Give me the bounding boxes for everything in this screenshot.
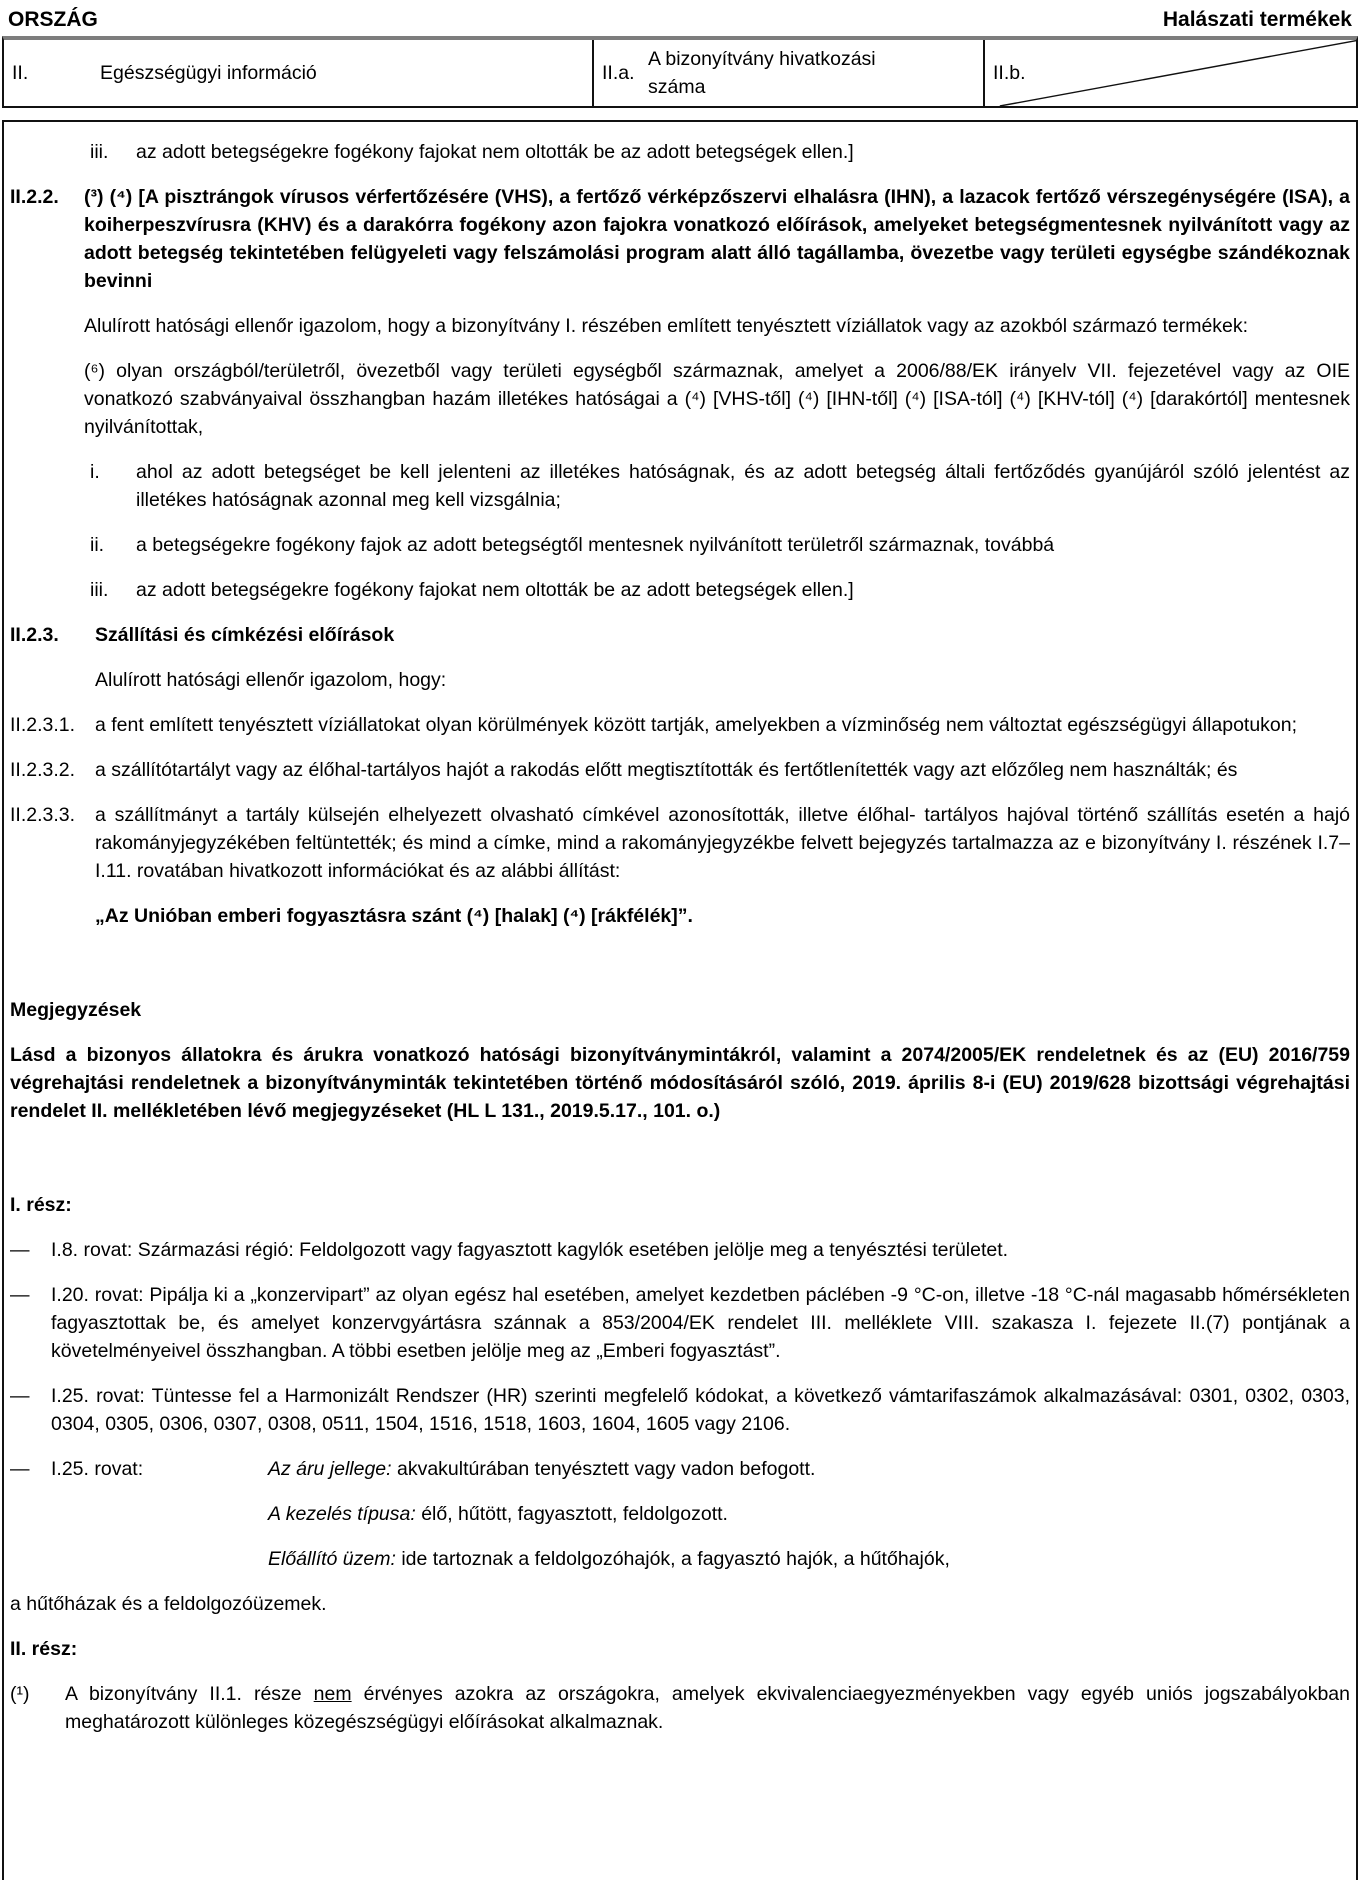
union-statement: „Az Unióban emberi fogyasztásra szánt (⁴) [halak] (⁴) [rákfélék]”.: [95, 905, 693, 927]
note-item-I25-details: [10, 1455, 1350, 1483]
footnote-text-pre: A bizonyítvány II.1. része: [65, 1683, 314, 1705]
condition-item-i: [90, 458, 1350, 514]
dash-bullet: —: [10, 1458, 30, 1480]
note-item-I25-codes: [10, 1382, 1350, 1438]
item-text: ahol az adott betegséget be kell jelenteni az illetékes hatóságnak, és az adott betegség általi fertőződés gyanújáról szóló jelentést az illetékes hatóságnak azonnal meg kell vizsgálnia;: [136, 461, 1350, 511]
note-item-I20: [10, 1281, 1350, 1365]
section-iib-number: II.b.: [993, 62, 1026, 84]
section-ii-number: II.: [12, 62, 29, 84]
cell-iib: [985, 40, 1356, 106]
item-text: az adott betegségekre fogékony fajokat nem oltották be az adott betegségek ellen.]: [136, 141, 854, 163]
item-number: ii.: [90, 534, 105, 556]
detail-rest: akvakultúrában tenyésztett vagy vadon befogott.: [391, 1458, 816, 1480]
notes-heading: Megjegyzések: [10, 999, 142, 1021]
country-label: ORSZÁG: [8, 8, 98, 31]
detail-lead: Előállító üzem:: [268, 1548, 396, 1570]
i25-continuation-line: a hűtőházak és a feldolgozóüzemek.: [10, 1593, 327, 1615]
section-number: II.2.3.1.: [10, 714, 76, 736]
inspector-declaration-intro: Alulírott hatósági ellenőr igazolom, hogy a bizonyítvány I. részében említett tenyésztett víziállatok vagy az azokból származó termékek:: [84, 315, 1249, 337]
section-II-2-2: [10, 183, 1350, 295]
section-number: II.2.3.3.: [10, 804, 76, 826]
condition-item-iii: [90, 576, 1350, 604]
item-number: iii.: [90, 141, 109, 163]
diagonal-strikethrough-line: [985, 40, 1356, 106]
item-number: iii.: [90, 579, 109, 601]
detail-lead: Az áru jellege:: [268, 1458, 392, 1480]
footnote-underlined-word: nem: [313, 1683, 352, 1705]
rovat-label: I.25. rovat:: [51, 1458, 144, 1480]
note-text: I.8. rovat: Származási régió: Feldolgozott vagy fagyasztott kagylók esetében jelölje meg a tenyésztési területet.: [51, 1239, 1009, 1261]
cell-certificate-reference: [594, 40, 985, 106]
item-number: i.: [90, 461, 100, 483]
section-number: II.2.2.: [10, 186, 59, 208]
section-II-2-3-3: [10, 801, 1350, 885]
certificate-reference-label: A bizonyítvány hivatkozási száma: [648, 48, 876, 98]
detail-lead: A kezelés típusa:: [268, 1503, 416, 1525]
dash-bullet: —: [10, 1239, 30, 1261]
section-number: II.2.3.: [10, 624, 59, 646]
part-I-heading: I. rész:: [10, 1194, 72, 1216]
item-text: a betegségekre fogékony fajok az adott betegségtől mentesnek nyilvánított területről származnak, továbbá: [136, 534, 1055, 556]
section-text: (³) (⁴) [A pisztrángok vírusos vérfertőzésére (VHS), a fertőző vérképzőszervi elhalásra (IHN), a lazacok fertőző vérszegénységére (ISA), a koiherpeszvírusra (KHV) és a darakórra fogékony azon fajokra vonatkozó előírások, amelyeket betegségmentesnek nyilvánított vagy az adott betegség tekintetében felügyeleti vagy felszámolási program alatt álló tagállamba, övezetbe vagy területi egységbe szándékoznak bevinni: [84, 186, 1350, 292]
note-text: I.25. rovat: Tüntesse fel a Harmonizált Rendszer (HR) szerinti megfelelő kódokat, a következő vámtarifaszámok alkalmazásával: 0301, 0302, 0303, 0304, 0305, 0306, 0307, 0308, 0511, 1504, 1516, 1518, 1603, 1604, 1605 vagy 2106.: [51, 1385, 1350, 1435]
transport-declaration-intro: Alulírott hatósági ellenőr igazolom, hogy:: [95, 669, 447, 691]
info-table: [2, 36, 1358, 108]
section-number: II.2.3.2.: [10, 759, 76, 781]
notes-intro: Lásd a bizonyos állatokra és árukra vonatkozó hatósági bizonyítványmintákról, valamint a 2074/2005/EK rendeletnek és az (EU) 2016/759 végrehajtási rendeletnek a bizonyítványminták tekintetében történő módosításáról szóló, 2019. április 8-i (EU) 2019/628 bizottsági végrehajtási rendelet II. mellékletében lévő megjegyzéseket (HL L 131., 2019.5.17., 101. o.): [10, 1044, 1350, 1122]
section-text: a szállítmányt a tartály külsején elhelyezett olvasható címkével azonosították, illetve élőhal- tartályos hajóval történő szállítás esetén a hajó rakományjegyzékében feltüntették; és mind a címke, mind a rakományjegyzékbe felvett bejegyzés tartalmazza az e bizonyítvány I. részének I.7–I.11. rovatában hivatkozott információkat és az alábbi állítást:: [95, 804, 1350, 882]
detail-treatment-type: [268, 1500, 1350, 1528]
product-type-label: Halászati termékek: [1162, 8, 1352, 31]
certificate-body: [2, 120, 1358, 1880]
dash-bullet: —: [10, 1284, 30, 1306]
item-text: az adott betegségekre fogékony fajokat nem oltották be az adott betegségek ellen.]: [136, 579, 854, 601]
section-II-2-3-heading: [10, 621, 1350, 649]
section-title: Szállítási és címkézési előírások: [95, 624, 395, 646]
footnote-text-post: érvényes azokra az országokra, amelyek ekvivalenciaegyezményekben vagy egyéb uniós jogszabályokban meghatározott különleges közegészségügyi előírásokat alkalmaznak.: [65, 1683, 1350, 1733]
section-text: a szállítótartályt vagy az élőhal-tartályos hajót a rakodás előtt megtisztították és fertőtlenítették vagy azt előzőleg nem használták; és: [95, 759, 1238, 781]
detail-manufacturing-plant: [268, 1545, 1350, 1573]
footnote-number: (¹): [10, 1683, 30, 1705]
dash-bullet: —: [10, 1385, 30, 1407]
section-II-2-3-2: [10, 756, 1350, 784]
footnote-text: [65, 1680, 1350, 1736]
detail-rest: ide tartoznak a feldolgozóhajók, a fagyasztó hajók, a hűtőhajók,: [395, 1548, 950, 1570]
section-iia-number: II.a.: [602, 62, 635, 84]
health-information-label: Egészségügyi információ: [100, 62, 317, 84]
detail-rest: élő, hűtött, fagyasztott, feldolgozott.: [415, 1503, 728, 1525]
origin-statement: (⁶) olyan országból/területről, övezetből vagy területi egységből származnak, amelyet a 2006/88/EK irányelv VII. fejezetével vagy az OIE vonatkozó szabványaival összhangban hazám illetékes hatóságai a (⁴) [VHS-től] (⁴) [IHN-től] (⁴) [ISA-tól] (⁴) [KHV-tól] (⁴) [darakórtól] mentesnek nyilvánítottak,: [84, 360, 1350, 438]
vaccination-item-top: [90, 138, 1350, 166]
condition-item-ii: [90, 531, 1350, 559]
page-header: [2, 6, 1358, 32]
note-text: I.20. rovat: Pipálja ki a „konzervipart” az olyan egész hal esetében, amelyet kezdetben páclében -9 °C-on, illetve -18 °C-nál magasabb hőmérsékleten fagyasztottak be, és amelyet konzervgyártásra szánnak a 853/2004/EK rendelet III. melléklete VIII. szakasza I. fejezete II.(7) pontjának a követelményeivel összhangban. A többi esetben jelölje meg az „Emberi fogyasztást”.: [51, 1284, 1350, 1362]
footnote-1: [10, 1680, 1350, 1736]
detail-goods-nature: [268, 1455, 1350, 1483]
section-II-2-3-1: [10, 711, 1350, 739]
section-text: a fent említett tenyésztett víziállatokat olyan körülmények között tartják, amelyekben a vízminőség nem változtat egészségügyi állapotukon;: [95, 714, 1298, 736]
cell-health-information: [4, 40, 594, 106]
note-item-I8: [10, 1236, 1350, 1264]
part-II-heading: II. rész:: [10, 1638, 78, 1660]
